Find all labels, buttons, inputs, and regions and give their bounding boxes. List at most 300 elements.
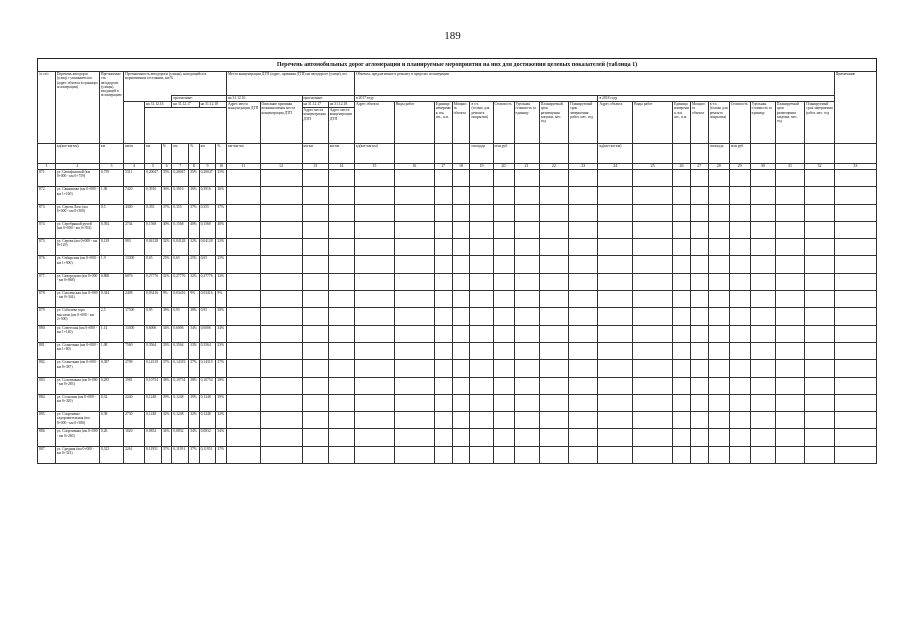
empty-cell: [354, 308, 394, 325]
empty-cell: [328, 342, 354, 359]
row-number: 883.: [38, 377, 56, 394]
empty-cell: [493, 291, 514, 308]
empty-cell: [569, 394, 598, 411]
empty-cell: [434, 273, 452, 290]
empty-cell: [514, 291, 539, 308]
table-row: [38, 342, 877, 359]
norm-km-2017: 0,11951: [172, 446, 189, 463]
empty-cell: [354, 256, 394, 273]
empty-cell: [470, 308, 493, 325]
empty-cell: [750, 325, 775, 342]
norm-km-2017: 0,3916: [172, 187, 189, 204]
unit-pct-2017: %: [189, 144, 199, 164]
empty-cell: [539, 377, 568, 394]
empty-cell: [690, 325, 708, 342]
column-number: 33: [834, 164, 876, 170]
empty-cell: [834, 239, 876, 256]
unit-addr-2017: кд(км+км-км): [354, 144, 394, 164]
road-name: ул. Средняя (км 0+000 - км 0+323): [55, 446, 99, 463]
empty-cell: [729, 394, 750, 411]
empty-cell: [729, 204, 750, 221]
table-row: [38, 394, 877, 411]
norm-pct-2016: 38%: [161, 377, 171, 394]
empty-cell: [775, 204, 804, 221]
empty-cell: [673, 308, 691, 325]
norm-km-2016: 0,10754: [145, 377, 162, 394]
empty-cell: [805, 170, 835, 187]
empty-cell: [729, 170, 750, 187]
unit-road: кд(км+км-км): [55, 144, 99, 164]
norm-km-2018: 0,1248: [199, 394, 216, 411]
hdr-dtp-2018: на 31.12.18: [328, 102, 354, 108]
hdr-addr-2018: Адрес объекта: [598, 102, 633, 144]
empty-cell: [354, 360, 394, 377]
empty-cell: [633, 291, 673, 308]
empty-cell: [434, 204, 452, 221]
empty-cell: [493, 360, 514, 377]
row-number: 887.: [38, 446, 56, 463]
road-length-m: 7420: [124, 187, 145, 204]
column-number: 30: [750, 164, 775, 170]
empty-cell: [729, 256, 750, 273]
empty-cell: [470, 221, 493, 238]
norm-km-2017: 0,3564: [172, 342, 189, 359]
empty-cell: [302, 273, 328, 290]
empty-cell: [354, 412, 394, 429]
empty-cell: [539, 308, 568, 325]
norm-km-2018: 0,04128: [199, 239, 216, 256]
empty-cell: [729, 221, 750, 238]
unit-rub-2018: млн руб.: [729, 144, 750, 164]
empty-cell: [260, 239, 302, 256]
empty-cell: [775, 360, 804, 377]
empty-cell: [452, 325, 470, 342]
column-number: 17: [434, 164, 452, 170]
empty-cell: [805, 273, 835, 290]
empty-cell: [834, 377, 876, 394]
empty-cell: [729, 360, 750, 377]
empty-cell: [834, 412, 876, 429]
empty-cell: [452, 412, 470, 429]
empty-cell: [805, 291, 835, 308]
empty-cell: [673, 429, 691, 446]
empty-cell: [598, 256, 633, 273]
empty-cell: [302, 187, 328, 204]
empty-cell: [729, 429, 750, 446]
table-row: [38, 204, 877, 221]
empty-cell: [302, 394, 328, 411]
norm-km-2016: 0,355: [145, 204, 162, 221]
unit-empty-27: [690, 144, 708, 164]
empty-cell: [434, 221, 452, 238]
empty-cell: [539, 204, 568, 221]
empty-cell: [452, 170, 470, 187]
road-length-m: 4300: [124, 204, 145, 221]
empty-cell: [226, 412, 260, 429]
empty-cell: [673, 360, 691, 377]
empty-cell: [539, 446, 568, 463]
road-length-m: 2709: [124, 360, 145, 377]
row-number: 873.: [38, 204, 56, 221]
column-number: 25: [633, 164, 673, 170]
table-row: [38, 412, 877, 429]
table-row: [38, 221, 877, 238]
empty-cell: [470, 204, 493, 221]
empty-cell: [598, 308, 633, 325]
table-row: [38, 325, 877, 342]
column-number: 22: [539, 164, 568, 170]
empty-cell: [750, 342, 775, 359]
column-number: 1: [38, 164, 56, 170]
hdr-dtp-2017: на 31.12.17: [302, 102, 328, 108]
norm-pct-2018: 40%: [216, 221, 227, 238]
empty-cell: [328, 291, 354, 308]
norm-km-2017: 0,27776: [172, 273, 189, 290]
norm-km-2016: 0,65: [145, 256, 162, 273]
empty-cell: [354, 187, 394, 204]
norm-pct-2017: 37%: [189, 446, 199, 463]
norm-pct-2018: 37%: [216, 204, 227, 221]
empty-cell: [226, 446, 260, 463]
row-number: 881.: [38, 342, 56, 359]
norm-km-2016: 0,95: [145, 308, 162, 325]
road-length-m: 2240: [124, 394, 145, 411]
empty-cell: [226, 187, 260, 204]
hdr-udel-2018: Удельная стоимость за единицу: [750, 102, 775, 144]
norm-km-2017: 0,20047: [172, 170, 189, 187]
empty-cell: [708, 170, 729, 187]
column-number: 23: [569, 164, 598, 170]
norm-km-2017: 0,14319: [172, 360, 189, 377]
hdr-incl-2018: в т.ч. (только для ремонта покрытия): [708, 102, 729, 144]
empty-cell: [598, 187, 633, 204]
empty-cell: [805, 308, 835, 325]
column-number: 6: [161, 164, 171, 170]
column-number: 13: [302, 164, 328, 170]
empty-cell: [708, 429, 729, 446]
road-length-m: 13300: [124, 325, 145, 342]
empty-cell: [302, 446, 328, 463]
empty-cell: [569, 239, 598, 256]
empty-cell: [690, 256, 708, 273]
norm-pct-2016: 32%: [161, 239, 171, 256]
empty-cell: [470, 256, 493, 273]
empty-cell: [729, 412, 750, 429]
empty-cell: [805, 360, 835, 377]
empty-cell: [260, 360, 302, 377]
column-number: 18: [452, 164, 470, 170]
row-number: 880.: [38, 325, 56, 342]
empty-cell: [633, 256, 673, 273]
unit-rub-2017: млн руб.: [493, 144, 514, 164]
empty-cell: [834, 325, 876, 342]
empty-cell: [514, 377, 539, 394]
hdr-plan-2018: Планируемый срок размещения закупки, мес. год: [775, 102, 804, 144]
empty-cell: [673, 256, 691, 273]
hdr-cost-2018: Стоимость: [729, 102, 750, 144]
empty-cell: [328, 221, 354, 238]
column-number: 29: [729, 164, 750, 170]
empty-cell: [673, 291, 691, 308]
road-name: ул. Солнечная (км 0+000 - км 1+80): [55, 342, 99, 359]
empty-cell: [633, 204, 673, 221]
norm-pct-2017: 32%: [189, 239, 199, 256]
norm-km-2017: 0,03416: [172, 291, 189, 308]
empty-cell: [673, 342, 691, 359]
unit-empty-23: [569, 144, 598, 164]
column-number: 16: [394, 164, 434, 170]
empty-cell: [354, 170, 394, 187]
empty-cell: [493, 239, 514, 256]
empty-cell: [394, 308, 434, 325]
road-length: 0,38: [99, 412, 123, 429]
empty-cell: [514, 342, 539, 359]
empty-cell: [514, 170, 539, 187]
norm-km-2017: 0,1568: [172, 221, 189, 238]
empty-cell: [729, 308, 750, 325]
empty-cell: [690, 170, 708, 187]
empty-cell: [708, 221, 729, 238]
unit-dtp-addr: км+км-км: [226, 144, 260, 164]
empty-cell: [434, 342, 452, 359]
norm-pct-2017: 34%: [189, 325, 199, 342]
hdr-power-2017: Мощность объекта: [452, 102, 470, 144]
empty-cell: [328, 239, 354, 256]
row-number: 879.: [38, 308, 56, 325]
norm-km-2016: 0,6006: [145, 325, 162, 342]
unit-empty-25: [633, 144, 673, 164]
table-row: [38, 446, 877, 463]
norm-pct-2016: 37%: [161, 360, 171, 377]
norm-pct-2016: 37%: [161, 204, 171, 221]
empty-cell: [690, 412, 708, 429]
empty-cell: [226, 325, 260, 342]
empty-cell: [633, 429, 673, 446]
norm-km-2018: 0,0832: [199, 429, 216, 446]
unit-length: км: [99, 144, 123, 164]
norm-km-2016: 0,1248: [145, 412, 162, 429]
empty-cell: [569, 291, 598, 308]
empty-cell: [470, 187, 493, 204]
empty-cell: [226, 394, 260, 411]
empty-cell: [690, 360, 708, 377]
empty-cell: [750, 360, 775, 377]
norm-pct-2016: 35%: [161, 170, 171, 187]
unit-empty-16: [394, 144, 434, 164]
column-number: 4: [124, 164, 145, 170]
hdr-plan2-2017: Планируемый срок завершения работ, мес. год: [569, 102, 598, 144]
column-number: 11: [226, 164, 260, 170]
norm-km-2016: 0,04128: [145, 239, 162, 256]
empty-cell: [633, 273, 673, 290]
empty-cell: [394, 291, 434, 308]
norm-km-2017: 0,95: [172, 308, 189, 325]
empty-cell: [673, 377, 691, 394]
norm-pct-2016: 25%: [161, 256, 171, 273]
norm-km-2018: 0,27776: [199, 273, 216, 290]
unit-blank: [38, 144, 56, 164]
empty-cell: [729, 187, 750, 204]
empty-cell: [394, 204, 434, 221]
empty-cell: [690, 308, 708, 325]
road-length-m: 6076: [124, 273, 145, 290]
row-number: 886.: [38, 429, 56, 446]
hdr-year-2017: в 2017 году: [354, 96, 598, 102]
road-length: 0,759: [99, 170, 123, 187]
road-length: 0,5: [99, 204, 123, 221]
empty-cell: [328, 187, 354, 204]
empty-cell: [729, 273, 750, 290]
table-row: [38, 273, 877, 290]
empty-cell: [302, 429, 328, 446]
unit-empty-17: [434, 144, 452, 164]
table-row: [38, 239, 877, 256]
empty-cell: [690, 187, 708, 204]
empty-cell: [452, 360, 470, 377]
unit-area-2017: площадь: [470, 144, 493, 164]
empty-cell: [354, 446, 394, 463]
empty-cell: [394, 187, 434, 204]
road-length-m: 2408: [124, 291, 145, 308]
norm-km-2016: 0,11951: [145, 446, 162, 463]
road-name: ул. Спортивно-оздоровительная (км 0+000 - км 0+380): [55, 412, 99, 429]
table-row: [38, 360, 877, 377]
norm-pct-2016: 32%: [161, 273, 171, 290]
empty-cell: [690, 291, 708, 308]
empty-cell: [750, 291, 775, 308]
empty-cell: [354, 429, 394, 446]
table-row: [38, 308, 877, 325]
norm-pct-2018: 33%: [216, 342, 227, 359]
empty-cell: [354, 221, 394, 238]
norm-pct-2018: 37%: [216, 360, 227, 377]
empty-cell: [633, 308, 673, 325]
empty-cell: [394, 360, 434, 377]
empty-cell: [750, 187, 775, 204]
norm-km-2016: 0,0832: [145, 429, 162, 446]
empty-cell: [834, 170, 876, 187]
row-number: 878.: [38, 291, 56, 308]
unit-dtp-2017: км-км: [302, 144, 328, 164]
column-number: 32: [805, 164, 835, 170]
hdr-plan2-2018: Планируемый срок завершения работ, мес. год: [805, 102, 835, 144]
empty-cell: [302, 308, 328, 325]
empty-cell: [514, 221, 539, 238]
empty-cell: [452, 446, 470, 463]
unit-empty-30: [750, 144, 775, 164]
empty-cell: [708, 446, 729, 463]
empty-cell: [470, 446, 493, 463]
empty-cell: [260, 291, 302, 308]
row-number: 884.: [38, 394, 56, 411]
hdr-udel-2017: Удельная стоимость за единицу: [514, 102, 539, 144]
hdr-repair-objects: Объекты, предлагаемые к ремонту в пределах агломерации: [354, 72, 834, 96]
empty-cell: [394, 429, 434, 446]
column-number: 7: [172, 164, 189, 170]
empty-cell: [328, 429, 354, 446]
norm-km-2018: 0,65: [199, 256, 216, 273]
norm-pct-2017: 36%: [189, 187, 199, 204]
row-number: 871.: [38, 170, 56, 187]
empty-cell: [260, 394, 302, 411]
empty-cell: [805, 342, 835, 359]
empty-cell: [750, 308, 775, 325]
empty-cell: [633, 412, 673, 429]
empty-cell: [598, 221, 633, 238]
empty-cell: [260, 221, 302, 238]
empty-cell: [493, 273, 514, 290]
empty-cell: [514, 187, 539, 204]
empty-cell: [750, 394, 775, 411]
empty-cell: [226, 308, 260, 325]
empty-cell: [514, 273, 539, 290]
empty-cell: [708, 291, 729, 308]
empty-cell: [452, 394, 470, 411]
hdr-date-2017: на 31.12.17: [172, 102, 199, 108]
empty-cell: [805, 429, 835, 446]
column-number: 19: [470, 164, 493, 170]
hdr-date-2016: на 31.12.16: [145, 102, 172, 108]
unit-addr-2018: кд(км+км-км): [598, 144, 633, 164]
empty-cell: [493, 325, 514, 342]
header-units-row: [38, 144, 877, 164]
road-name: ул. Спортивная (км 0+000 - км 0+260): [55, 429, 99, 446]
empty-cell: [434, 308, 452, 325]
norm-pct-2018: 9%: [216, 291, 227, 308]
empty-cell: [434, 325, 452, 342]
norm-km-2018: 0,3916: [199, 187, 216, 204]
empty-cell: [539, 429, 568, 446]
norm-pct-2016: 38%: [161, 308, 171, 325]
norm-km-2016: 0,03416: [145, 291, 162, 308]
empty-cell: [729, 446, 750, 463]
empty-cell: [394, 325, 434, 342]
empty-cell: [805, 204, 835, 221]
empty-cell: [452, 429, 470, 446]
norm-km-2018: 0,3564: [199, 342, 216, 359]
norm-pct-2018: 39%: [216, 394, 227, 411]
column-number: 10: [216, 164, 227, 170]
norm-km-2017: 0,0832: [172, 429, 189, 446]
empty-cell: [260, 170, 302, 187]
norm-km-2017: 0,10754: [172, 377, 189, 394]
empty-cell: [452, 308, 470, 325]
norm-pct-2017: 33%: [189, 342, 199, 359]
empty-cell: [470, 360, 493, 377]
norm-pct-2017: 38%: [189, 377, 199, 394]
empty-cell: [226, 291, 260, 308]
empty-cell: [514, 256, 539, 273]
empty-cell: [354, 394, 394, 411]
empty-cell: [302, 170, 328, 187]
empty-cell: [302, 239, 328, 256]
road-name: ул. Сергея Лазо (км 0+000 - км 0+500): [55, 204, 99, 221]
empty-cell: [452, 239, 470, 256]
norm-pct-2017: 40%: [189, 221, 199, 238]
empty-cell: [569, 360, 598, 377]
empty-cell: [493, 221, 514, 238]
roads-table-sheet: [37, 58, 877, 464]
unit-dtp-reason: [260, 144, 302, 164]
empty-cell: [673, 187, 691, 204]
empty-cell: [539, 256, 568, 273]
empty-cell: [328, 256, 354, 273]
empty-cell: [598, 204, 633, 221]
empty-cell: [775, 221, 804, 238]
norm-km-2018: 0,11951: [199, 446, 216, 463]
empty-cell: [805, 377, 835, 394]
empty-cell: [750, 273, 775, 290]
